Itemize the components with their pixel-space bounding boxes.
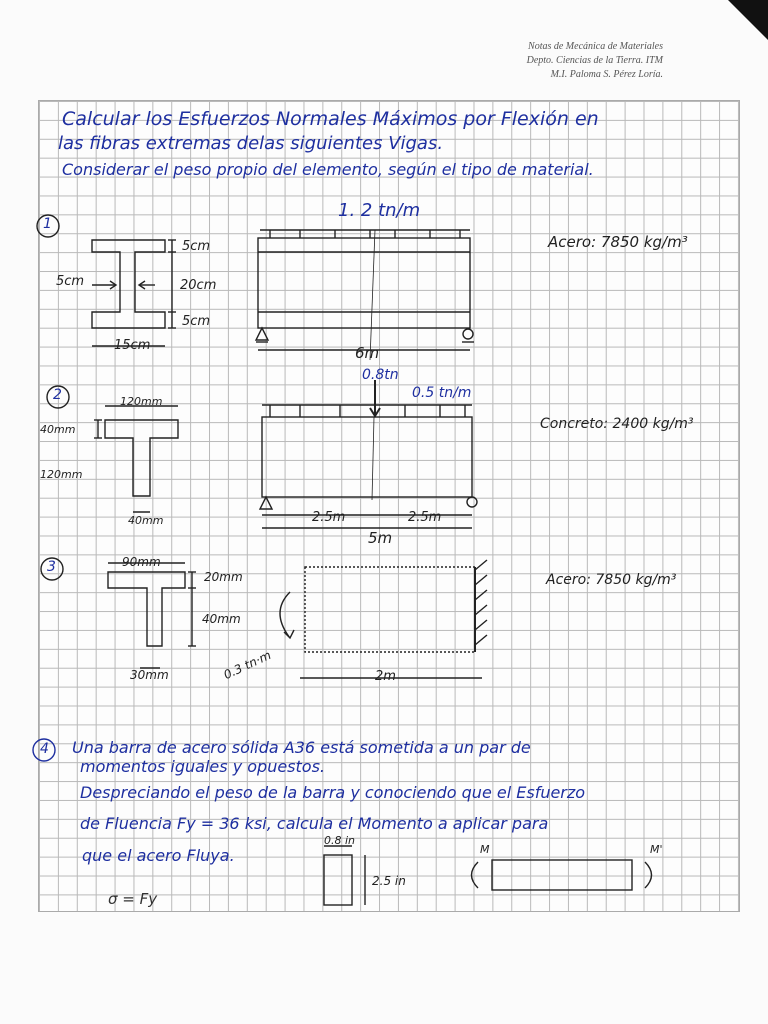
problem-1-material: Acero: 7850 kg/m³ <box>548 233 688 251</box>
moment-right-arrow <box>645 862 652 888</box>
problem-2-span-total: 5m <box>368 529 393 547</box>
header-department: Depto. Ciencias de la Tierra. ITM <box>526 55 663 66</box>
header-course: Notas de Mecánica de Materiales <box>528 41 663 52</box>
problem-2-dist-load: 0.5 tn/m <box>412 385 472 401</box>
problem-2-web-height: 120mm <box>40 468 83 481</box>
problem-2-flange-thickness: 40mm <box>40 423 76 436</box>
problem-1-flange-width: 15cm <box>114 338 151 353</box>
problem-2-material: Concreto: 2400 kg/m³ <box>540 416 694 432</box>
problem-1-web-thickness: 5cm <box>56 274 85 289</box>
problem-2-number: 2 <box>53 387 62 403</box>
problem-2-point-load: 0.8tn <box>362 367 399 383</box>
pin-support-1 <box>256 328 268 340</box>
header-author: M.I. Paloma S. Pérez Loría. <box>550 69 663 80</box>
problem-4-formula: σ = Fy <box>108 890 158 908</box>
problem-3-span: 2m <box>375 669 396 684</box>
beam-3 <box>305 567 475 652</box>
roller-support-1 <box>463 329 473 339</box>
problem-3-flange-thickness: 20mm <box>204 570 243 584</box>
problem-1-number: 1 <box>43 216 52 232</box>
problem-4-width: 0.8 in <box>324 834 356 847</box>
problem-1-span: 6m <box>355 344 380 362</box>
problem-2-web-thickness: 40mm <box>128 514 164 527</box>
instruction-line-2: las fibras extremas delas siguientes Vigas. <box>58 133 444 154</box>
problem-2-span-left: 2.5m <box>312 510 346 525</box>
problem-4-line-4: de Fluencia Fy = 36 ksi, calcula el Momento a aplicar para <box>80 814 549 833</box>
problem-3-material: Acero: 7850 kg/m³ <box>546 572 677 588</box>
problem-3-web-thickness: 30mm <box>130 668 169 682</box>
bar-elevation <box>492 860 632 890</box>
problem-3-number: 3 <box>47 559 56 575</box>
roller-support-2 <box>467 497 477 507</box>
t-section-3 <box>108 572 185 646</box>
instruction-line-3: Considerar el peso propio del elemento, según el tipo de material. <box>62 160 594 179</box>
problem-4-line-1: Una barra de acero sólida A36 está sometida a un par de <box>72 738 531 757</box>
moment-left-arrow <box>472 862 479 888</box>
problem-3-web-height: 40mm <box>202 612 241 626</box>
problem-1-flange-top: 5cm <box>182 239 211 254</box>
bar-cross-section <box>324 855 352 905</box>
t-section-2 <box>105 420 178 496</box>
problem-3-moment: 0.3 tn·m <box>221 647 274 683</box>
beam-2 <box>262 417 472 497</box>
problem-3-flange-width: 90mm <box>122 555 161 569</box>
moment-left-label: M <box>480 843 490 856</box>
problem-1-flange-bottom: 5cm <box>182 314 211 329</box>
problem-4-number: 4 <box>40 741 49 757</box>
problem-4-line-3: Despreciando el peso de la barra y conociendo que el Esfuerzo <box>80 783 586 802</box>
problem-4-line-2: momentos iguales y opuestos. <box>80 757 325 776</box>
instruction-line-1: Calcular los Esfuerzos Normales Máximos por Flexión en <box>62 108 599 130</box>
i-section-1 <box>92 240 165 328</box>
pin-support-2 <box>260 497 272 509</box>
problem-4-height: 2.5 in <box>372 874 406 888</box>
problem-4-line-5: que el acero Fluya. <box>82 846 235 865</box>
problem-2-flange-width: 120mm <box>120 395 163 408</box>
moment-right-label: M' <box>650 843 663 856</box>
problem-1-load: 1. 2 tn/m <box>338 200 421 221</box>
problem-1-web-height: 20cm <box>180 278 217 293</box>
problem-2-span-right: 2.5m <box>408 510 442 525</box>
moment-arrow-3 <box>280 592 290 638</box>
